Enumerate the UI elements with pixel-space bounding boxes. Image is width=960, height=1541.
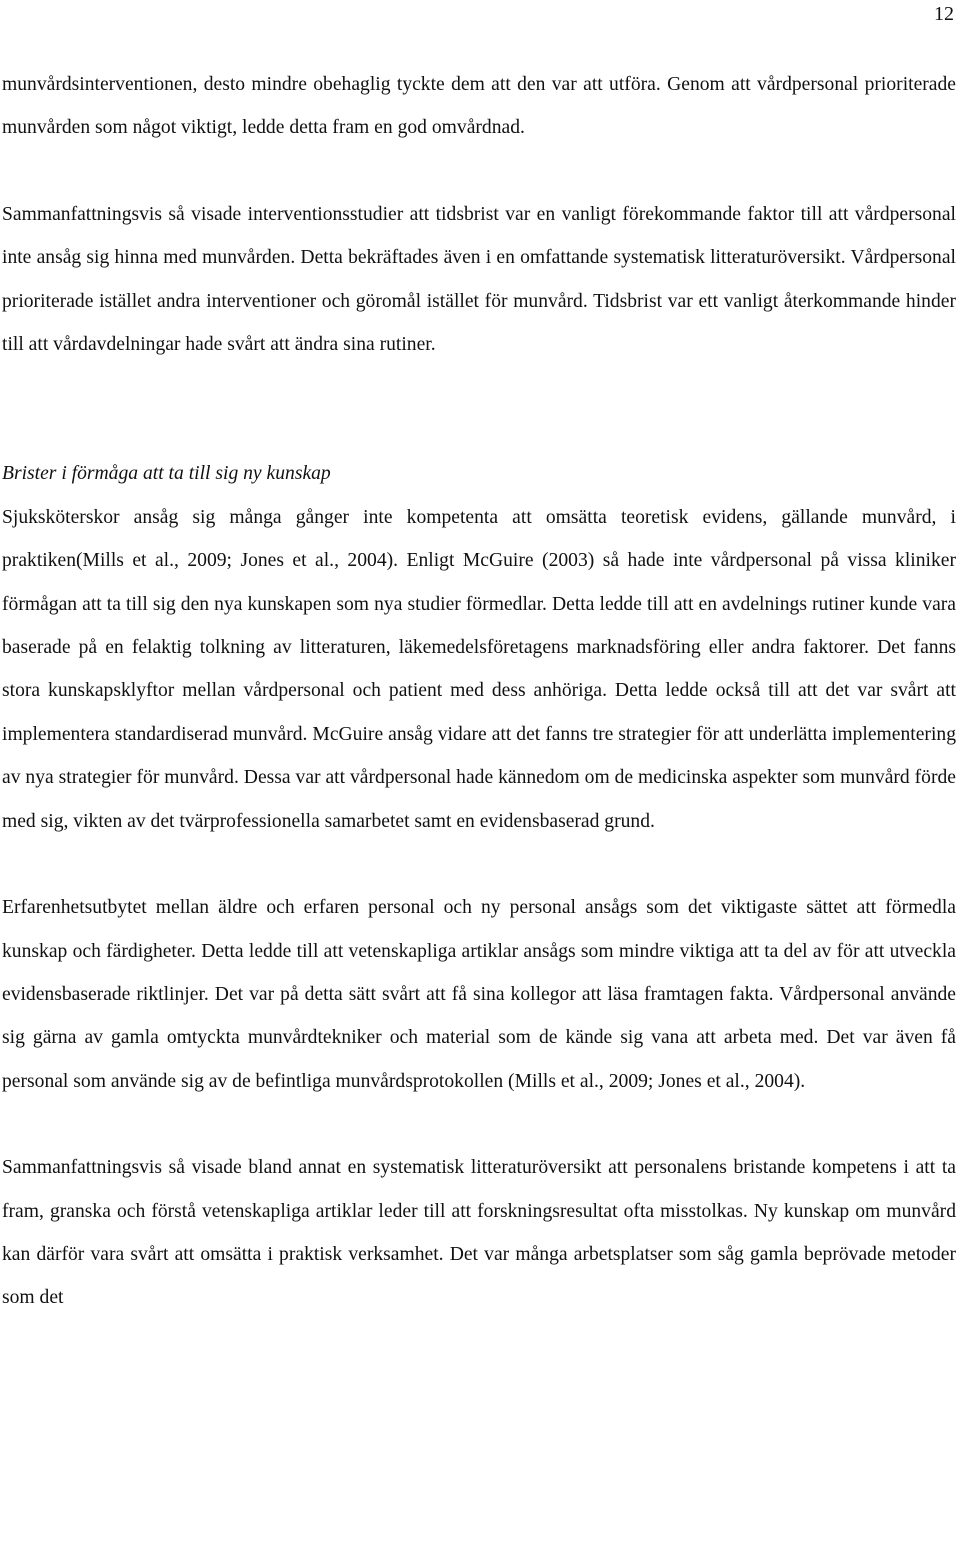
document-body <box>2 63 956 1320</box>
paragraph: Erfarenhetsutbytet mellan äldre och erfaren personal och ny personal ansågs som det viktigaste sättet att förmedla kunskap och färdigheter. Detta ledde till att vetenskapliga artiklar ansågs som mindre viktiga att ta del av för att utveckla evidensbaserade riktlinjer. Det var på detta sätt svårt att få sina kollegor att läsa framtagen fakta. Vårdpersonal använde sig gärna av gamla omtyckta munvårdtekniker och material som de kände sig vana att arbeta med. Det var även få personal som använde sig av de befintliga munvårdsprotokollen (Mills et al., 2009; Jones et al., 2004). <box>2 897 956 1092</box>
paragraph: munvårdsinterventionen, desto mindre obehaglig tyckte dem att den var att utföra. Genom att vårdpersonal prioriterade munvården som något viktigt, ledde detta fram en god omvårdnad. <box>2 74 956 139</box>
paragraph: Sammanfattningsvis så visade bland annat en systematisk litteraturöversikt att personalens bristande kompetens i att ta fram, granska och förstå vetenskapliga artiklar leder till att forskningsresultat ofta misstolkas. Ny kunskap om munvård kan därför vara svårt att omsätta i praktisk verksamhet. Det var många arbetsplatser som såg gamla beprövade metoder som det <box>2 1157 956 1309</box>
paragraph: Sammanfattningsvis så visade interventionsstudier att tidsbrist var en vanligt förekommande faktor till att vårdpersonal inte ansåg sig hinna med munvården. Detta bekräftades även i en omfattande systematisk litteraturöversikt. Vårdpersonal prioriterade istället andra interventioner och göromål istället för munvård. Tidsbrist var ett vanligt återkommande hinder till att vårdavdelningar hade svårt att ändra sina rutiner. <box>2 203 956 356</box>
paragraph: Sjuksköterskor ansåg sig många gånger inte kompetenta att omsätta teoretisk evidens, gällande munvård, i praktiken(Mills et al., 2009; Jones et al., 2004). Enligt McGuire (2003) så hade inte vårdpersonal på vissa kliniker förmågan att ta till sig den nya kunskapen som nya studier förmedlar. Detta ledde till att en avdelnings rutiner kunde vara baserade på en felaktig tolkning av litteraturen, läkemedelsföretagens marknadsföring eller andra faktorer. Det fanns stora kunskapsklyftor mellan vårdpersonal och patient med dess anhöriga. Detta ledde också till att det var svårt att implementera standardiserad munvård. McGuire ansåg vidare att det fanns tre strategier för att underlätta implementering av nya strategier för munvård. Dessa var att vårdpersonal hade kännedom om de medicinska aspekter som munvård förde med sig, vikten av det tvärprofessionella samarbetet samt en evidensbaserad grund. <box>2 506 956 832</box>
section-heading: Brister i förmåga att ta till sig ny kunskap <box>2 463 331 485</box>
page-number: 12 <box>934 3 954 25</box>
